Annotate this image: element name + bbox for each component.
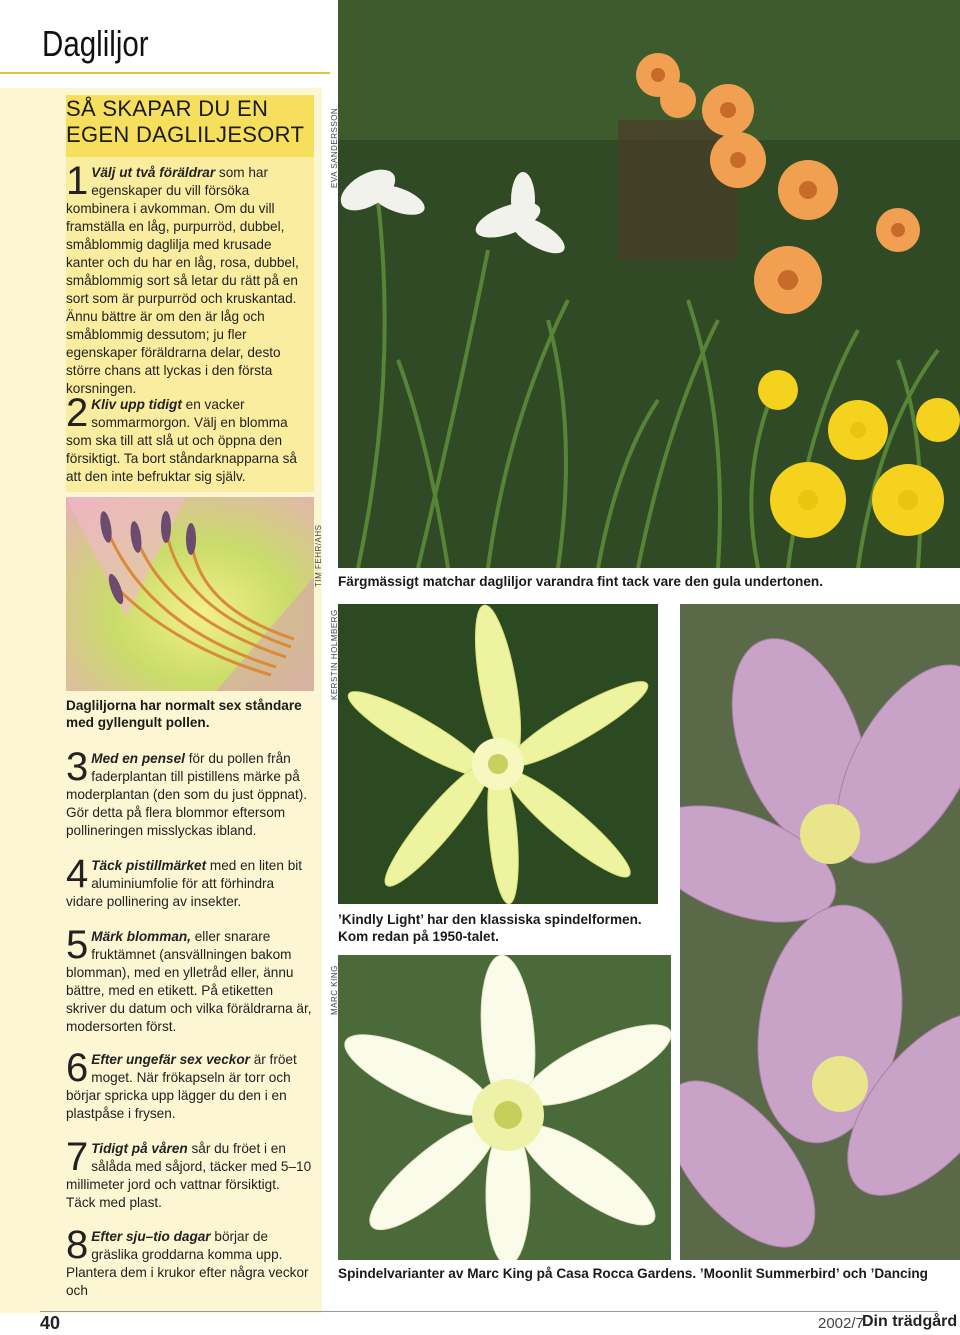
step-number: 6 xyxy=(66,1046,89,1090)
step-number: 7 xyxy=(66,1135,89,1179)
step-text: med en liten bit aluminiumfolie för att förhindra vidare pollinering av insekter. xyxy=(66,858,303,909)
caption-kindly: ’Kindly Light’ har den klassiska spindelformen. Kom redan på 1950-talet. xyxy=(338,912,642,944)
step-number: 3 xyxy=(66,745,89,789)
photo-credit-garden: EVA SANDERSSON xyxy=(330,107,339,188)
step-lead: Efter ungefär sex veckor xyxy=(91,1052,250,1067)
step-2 xyxy=(66,391,312,486)
caption-spider: Spindelvarianter av Marc King på Casa Rocca Gardens. ’Moonlit Summerbird’ och ’Dancing xyxy=(338,1266,928,1281)
step-number: 2 xyxy=(66,391,89,435)
step-lead: Kliv upp tidigt xyxy=(91,397,182,412)
caption-garden: Färgmässigt matchar dagliljor varandra fint tack vare den gula undertonen. xyxy=(338,574,823,589)
footer-rule xyxy=(40,1311,938,1312)
garden-photo xyxy=(338,0,960,568)
step-text: för du pollen från faderplantan till pistillens märke på moderplantan (den som du just öppnat). Gör detta på flera blommor eftersom pollineringen misslyckas ibland. xyxy=(66,751,308,838)
step-text: är fröet moget. När frökapseln är torr och börjar spricka upp lägger du den i en plastpåse i frysen. xyxy=(66,1052,297,1121)
stamen-photo xyxy=(66,497,314,691)
step-3 xyxy=(66,745,312,840)
step-number: 8 xyxy=(66,1223,89,1267)
step-number: 1 xyxy=(66,159,89,203)
photo-credit-spider: MARC KING xyxy=(330,965,339,1015)
step-7 xyxy=(66,1135,312,1212)
step-6 xyxy=(66,1046,312,1123)
kindly-light-illustration xyxy=(338,604,658,904)
footer-magazine: Din trädgård xyxy=(862,1313,958,1330)
daylily-garden-illustration xyxy=(338,0,960,568)
photo-credit-stamen: TIM FEHR/AHS xyxy=(314,524,323,587)
photo-credit-kindly: KERSTIN HOLMBERG xyxy=(330,609,339,700)
page-title: Dagliljor xyxy=(42,23,149,64)
caption-stamen: Dagliljorna har normalt sex ståndare med gyllengult pollen. xyxy=(66,698,302,730)
box-title-line2: EGEN DAGLILJESORT xyxy=(66,122,305,147)
step-text: börjar de gräslika groddarna komma upp. Plantera dem i krukor efter några veckor och xyxy=(66,1229,309,1298)
step-lead: Täck pistillmärket xyxy=(91,858,207,873)
moonlit-summerbird-illustration xyxy=(338,955,671,1260)
step-lead: Märk blomman, xyxy=(91,929,191,944)
header-rule xyxy=(0,72,330,74)
step-4 xyxy=(66,852,312,911)
step-lead: Tidigt på våren xyxy=(91,1141,188,1156)
step-lead: Välj ut två föräldrar xyxy=(91,165,216,180)
step-number: 4 xyxy=(66,852,89,896)
stamen-illustration xyxy=(66,497,314,691)
step-text: som har egenskaper du vill försöka kombinera i avkomman. Om du vill framställa en låg, purpurröd, dubbel, småblommig daglilja med krusade kanter och du har en låg, rosa, dubbel, småblommig sort så letar du rätt på en sort som är purpurröd och kruskantad. Ännu bättre är om den är låg och småblommig dessutom; ju fler egenskaper föräldrarna delar, desto större chans att lyckas i den första korsningen. xyxy=(66,165,299,396)
step-lead: Med en pensel xyxy=(91,751,185,766)
step-text: eller snarare fruktämnet (ansvällningen bakom blomman), med en ylletråd eller, ännu bättre, med en etikett. På etiketten skriver du datum och vilka föräldrarna är, modersorten först. xyxy=(66,929,312,1034)
spider-pink-photo xyxy=(680,604,960,1260)
step-8 xyxy=(66,1223,312,1300)
step-1 xyxy=(66,159,312,398)
step-5 xyxy=(66,923,312,1036)
step-text: en vacker sommarmorgon. Välj en blomma som ska till att slå ut och öppna den försiktigt. Ta bort ståndarknapparna så att den inte befruktar sig själv. xyxy=(66,397,297,484)
step-lead: Efter sju–tio dagar xyxy=(91,1229,211,1244)
step-number: 5 xyxy=(66,923,89,967)
box-title-line1: SÅ SKAPAR DU EN xyxy=(66,96,269,121)
step-text: sår du fröet i en sålåda med såjord, täcker med 5–10 millimeter jord och vattnar försiktigt. Täck med plast. xyxy=(66,1141,312,1210)
page-number: 40 xyxy=(40,1313,61,1333)
dancing-spider-illustration xyxy=(680,604,960,1260)
box-title xyxy=(66,96,314,148)
kindly-light-photo xyxy=(338,604,658,904)
footer-issue: 2002/7 xyxy=(818,1315,864,1332)
spider-white-photo xyxy=(338,955,671,1260)
